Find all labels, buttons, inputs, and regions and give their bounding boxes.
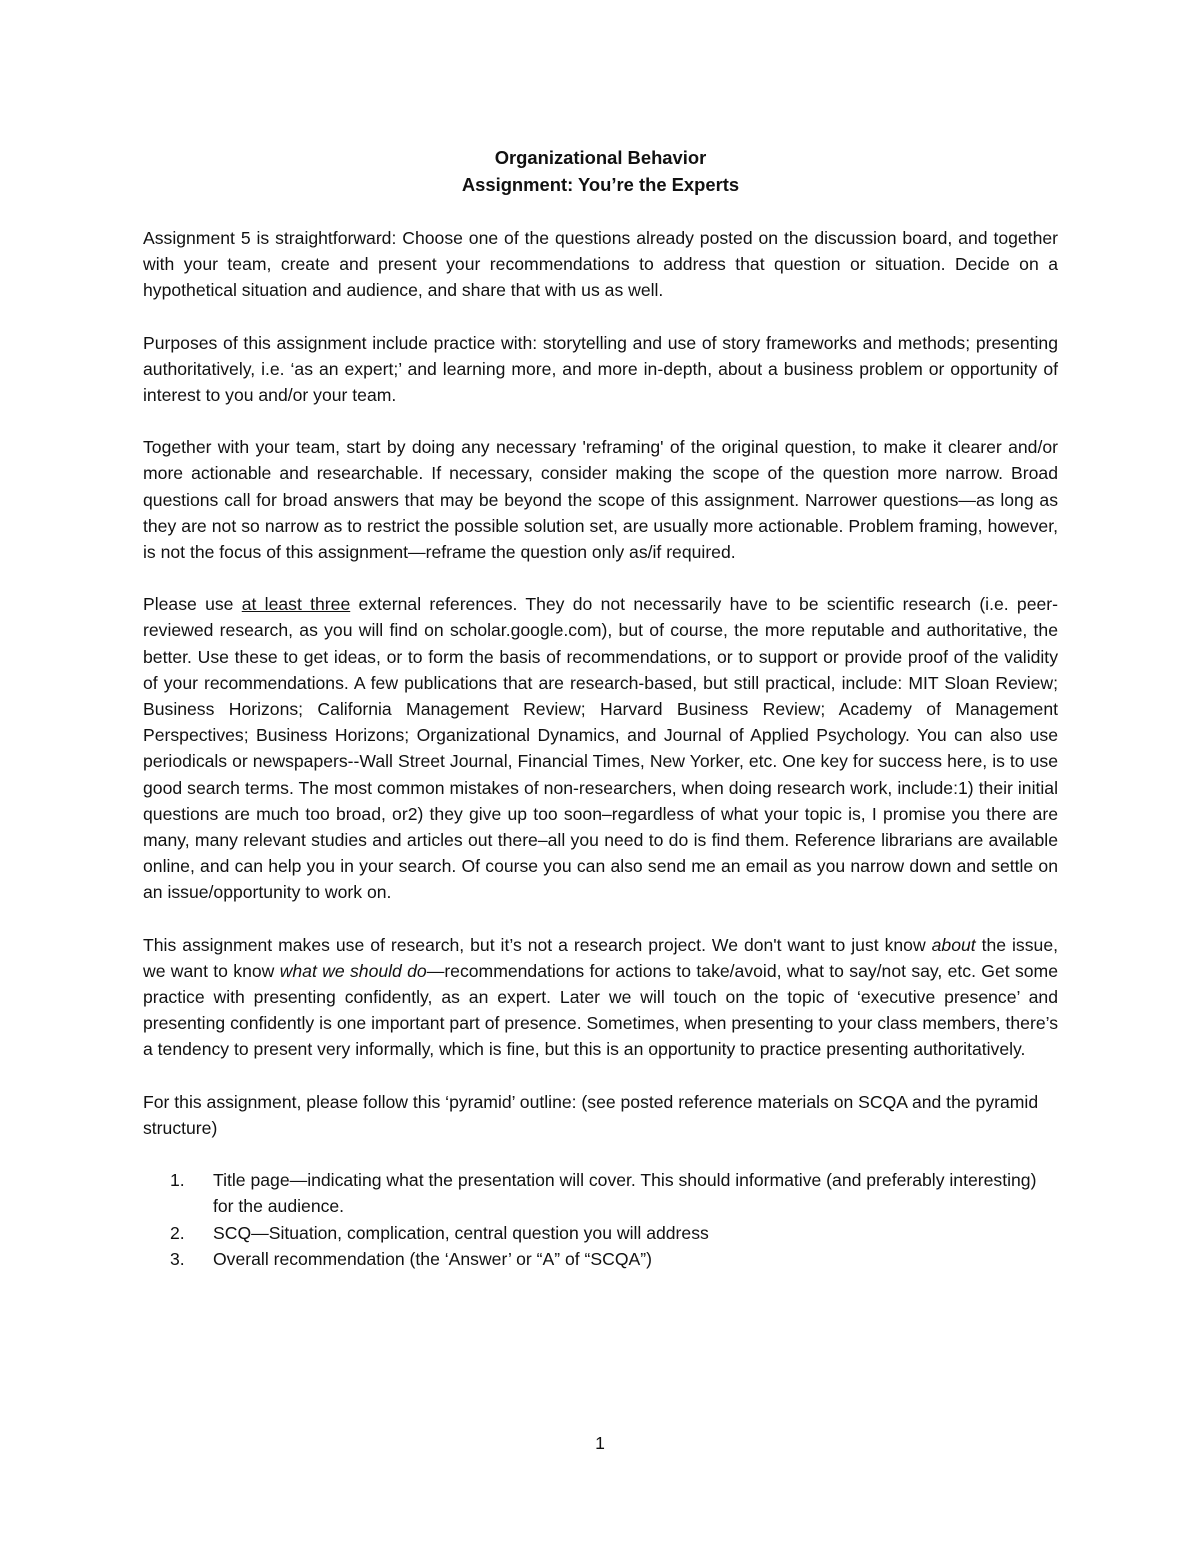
references-intro: Please use [143, 594, 242, 615]
list-item [143, 1246, 1058, 1272]
paragraph-purposes: Purposes of this assignment include practice with: storytelling and use of story frameworks and methods; presenting authoritatively, i.e. ‘as an expert;’ and learning more, and more in-depth, about a business problem or opportunity of interest to you and/or your team. [143, 332, 1058, 406]
list-item-text: Title page—indicating what the presentation will cover. This should informative (and preferably interesting) for the audience. [213, 1170, 1037, 1217]
list-item-number: 3. [170, 1248, 185, 1269]
list-item [143, 1220, 1058, 1246]
references-body: external references. They do not necessarily have to be scientific research (i.e. peer-reviewed research, as you will find on scholar.google.com), but of course, the more reputable and authoritative, the better. Use these to get ideas, or to form the basis of recommendations, or to support or provide proof of the validity of your recommendations. A few publications that are research-based, but still practical, include: MIT Sloan Review; Business Horizons; California Management Review; Harvard Business Review; Academy of Management Perspectives; Business Horizons; Organizational Dynamics, and Journal of Applied Psychology. You can also use periodicals or newspapers--Wall Street Journal, Financial Times, New Yorker, etc. One key for success here, is to use good search terms. The most common mistakes of non-researchers, when doing research work, include:1) their initial questions are much too broad, or2) they give up too soon–regardless of what your topic is, I promise you there are many, many relevant studies and articles out there–all you need to do is find them. Reference librarians are available online, and can help you in your search. Of course you can also send me an email as you narrow down and settle on an issue/opportunity to work on. [143, 594, 1058, 903]
paragraph-references [143, 591, 1058, 905]
paragraph-reframing: Together with your team, start by doing any necessary 'reframing' of the original question, to make it clearer and/or more actionable and researchable. If necessary, consider making the scope of the question more narrow. Broad questions call for broad answers that may be beyond the scope of this assignment. Narrower questions—as long as they are not so narrow as to restrict the possible solution set, are usually more actionable. Problem framing, however, is not the focus of this assignment—reframe the question only as/if required. [143, 437, 1058, 563]
references-emphasis: at least three [241, 594, 351, 615]
research-text-a: This assignment makes use of research, but it’s not a research project. We don't want to just know [143, 934, 932, 955]
list-item-text: SCQ—Situation, complication, central question you will address [213, 1222, 709, 1243]
list-item-number: 1. [170, 1170, 185, 1191]
research-text-c: the issue, we want to know [143, 934, 1058, 981]
paragraph-overview: Assignment 5 is straightforward: Choose one of the questions already posted on the discussion board, and together with your team, create and present your recommendations to address that question or situation. Decide on a hypothetical situation and audience, and share that with us as well. [143, 228, 1058, 301]
document-body [143, 144, 1058, 1272]
title-block [143, 144, 1058, 198]
outline-list [143, 1167, 1058, 1272]
paragraph-outline-intro: For this assignment, please follow this ‘pyramid’ outline: (see posted reference materials on SCQA and the pyramid structure) [143, 1091, 1039, 1138]
research-text-e: —recommendations for actions to take/avoid, what to say/not say, etc. Get some practice with presenting confidently, as an expert. Later we will touch on the topic of ‘executive presence’ and presenting confidently is one important part of presence. Sometimes, when presenting to your class members, there’s a tendency to present very informally, which is fine, but this is an opportunity to practice presenting authoritatively. [143, 960, 1059, 1060]
document-title: Organizational Behavior [494, 147, 707, 168]
research-italic-about: about [931, 934, 976, 955]
page-number: 1 [595, 1433, 605, 1453]
list-item-number: 2. [170, 1222, 185, 1243]
research-italic-should-do: what we should do [279, 960, 427, 981]
list-item [143, 1167, 1058, 1219]
document-subtitle: Assignment: You’re the Experts [461, 174, 740, 195]
paragraph-research [143, 932, 1058, 1063]
list-item-text: Overall recommendation (the ‘Answer’ or “A” of “SCQA”) [213, 1248, 652, 1269]
